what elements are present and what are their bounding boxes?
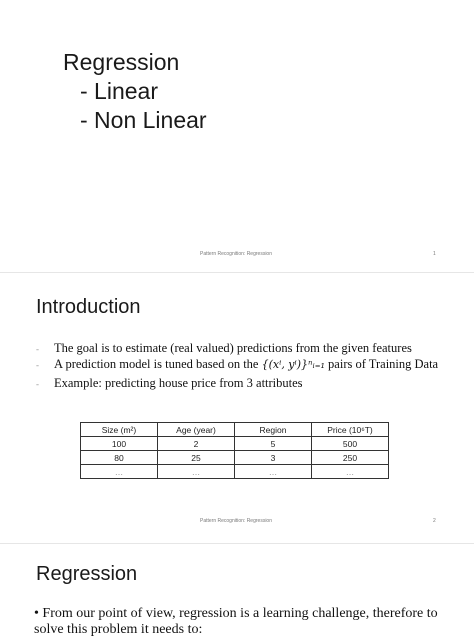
bullet-example — [36, 376, 303, 392]
page-number: 1 — [433, 251, 436, 257]
table-cell: 250 — [312, 451, 389, 465]
training-set-formula: {(xⁱ, yⁱ)}ⁿᵢ₌₁ — [261, 358, 325, 371]
slide-footer: Pattern Recognition: Regression — [200, 518, 272, 524]
slide-title: Introduction — [36, 296, 141, 318]
list-item-linear: - Linear — [80, 78, 158, 104]
table-cell: … — [235, 465, 312, 479]
table-row — [81, 451, 389, 465]
table-cell: … — [81, 465, 158, 479]
slide-3 — [0, 544, 474, 637]
column-header-size: Size (m²) — [81, 423, 158, 437]
bullet-text: • From our point of view, regression is a learning challenge, therefore to solve this problem it needs to: — [34, 606, 438, 637]
slide-footer: Pattern Recognition: Regression — [200, 251, 272, 257]
table-cell: 100 — [81, 437, 158, 451]
bullet-text-suffix: pairs of Training Data — [324, 357, 439, 371]
bullet-text: The goal is to estimate (real valued) predictions from the given features — [54, 341, 412, 355]
table-cell: 80 — [81, 451, 158, 465]
bullet-text: Example: predicting house price from 3 attributes — [54, 376, 303, 390]
table-cell: … — [158, 465, 235, 479]
bullet-goal — [36, 341, 412, 357]
list-item-non-linear: - Non Linear — [80, 107, 207, 133]
column-header-age: Age (year) — [158, 423, 235, 437]
slide-1 — [0, 0, 474, 272]
table-cell: 5 — [235, 437, 312, 451]
bullet-text: A prediction model is tuned based on the — [54, 357, 262, 371]
table-cell: 3 — [235, 451, 312, 465]
page-number: 2 — [433, 518, 436, 524]
column-header-region: Region — [235, 423, 312, 437]
slide-title: Regression — [63, 49, 180, 75]
slide-title: Regression — [36, 563, 138, 585]
table-cell: 25 — [158, 451, 235, 465]
slide-2 — [0, 273, 474, 543]
house-data-table — [80, 422, 389, 479]
table-row — [81, 437, 389, 451]
column-header-price: Price (10⁶T) — [312, 423, 389, 437]
bullet-marker: - — [36, 359, 39, 370]
bullet-marker: - — [36, 343, 39, 354]
table-header-row — [81, 423, 389, 437]
table-cell: 500 — [312, 437, 389, 451]
table-cell: … — [312, 465, 389, 479]
table-cell: 2 — [158, 437, 235, 451]
bullet-model — [36, 357, 438, 373]
table-row — [81, 465, 389, 479]
bullet-marker: - — [36, 378, 39, 389]
